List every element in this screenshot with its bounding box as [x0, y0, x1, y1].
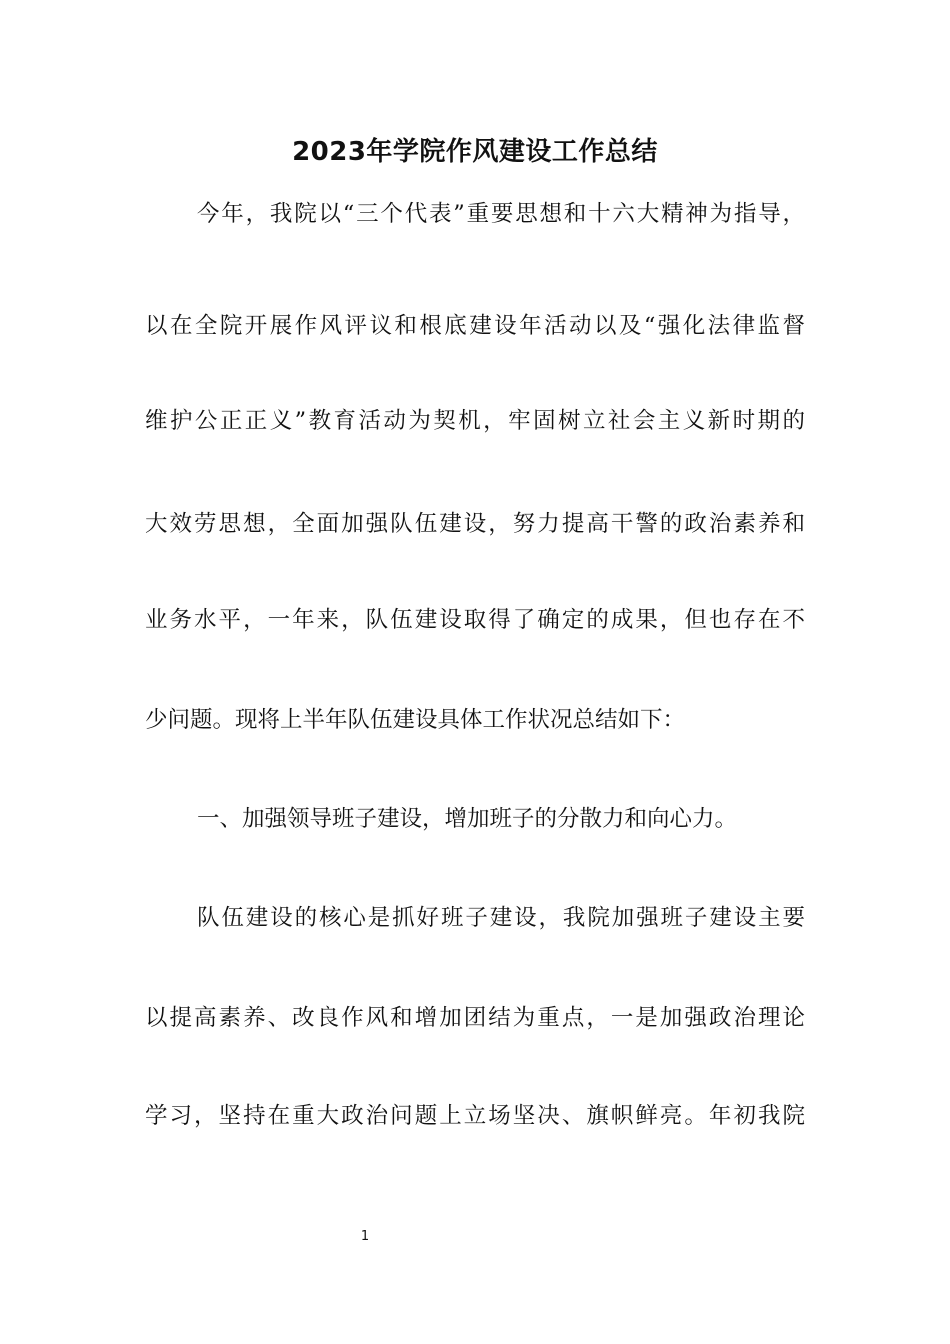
paragraph-line: 少问题。现将上半年队伍建设具体工作状况总结如下：: [145, 707, 686, 733]
paragraph-line: 以提高素养、改良作风和增加团结为重点，一是加强政治理论: [145, 1005, 805, 1031]
paragraph-line: 以在全院开展作风评议和根底建设年活动以及“强化法律监督: [145, 313, 805, 339]
paragraph-line: 维护公正正义”教育活动为契机，牢固树立社会主义新时期的: [145, 408, 805, 434]
page-number: 1: [360, 1229, 370, 1244]
paragraph-line: 队伍建设的核心是抓好班子建设，我院加强班子建设主要: [197, 905, 805, 931]
paragraph-line: 大效劳思想，全面加强队伍建设，努力提高干警的政治素养和: [145, 511, 805, 537]
paragraph-line: 今年，我院以“三个代表”重要思想和十六大精神为指导，: [197, 201, 805, 227]
section-heading: 一、加强领导班子建设，增加班子的分散力和向心力。: [197, 806, 738, 832]
paragraph-line: 学习，坚持在重大政治问题上立场坚决、旗帜鲜亮。年初我院: [145, 1103, 805, 1129]
document-title: 2023年学院作风建设工作总结: [292, 137, 658, 167]
paragraph-line: 业务水平，一年来，队伍建设取得了确定的成果，但也存在不: [145, 607, 805, 633]
